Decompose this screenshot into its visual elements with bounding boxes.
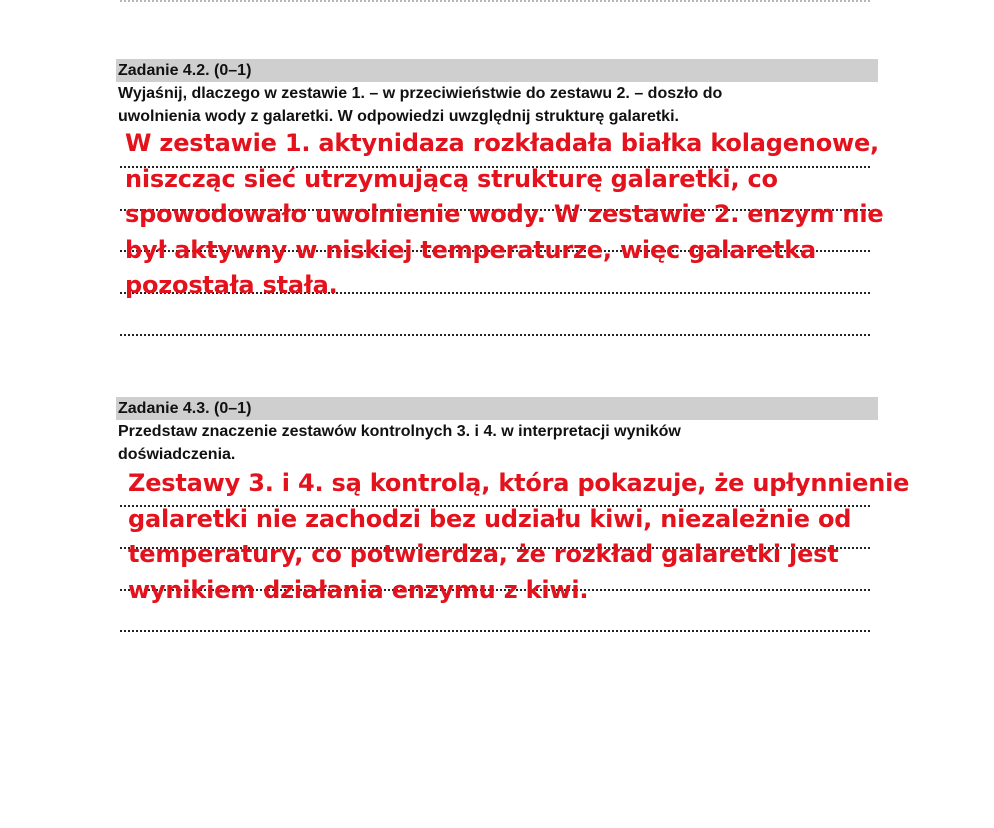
- answer-line: W zestawie 1. aktynidaza rozkładała białka kolagenowe,: [125, 129, 879, 157]
- answer-line: wynikiem działania enzymu z kiwi.: [128, 575, 589, 604]
- answer-area[interactable]: [116, 466, 910, 646]
- handwritten-answer: [128, 466, 909, 608]
- answer-line: Zestawy 3. i 4. są kontrolą, która pokazuje, że upłynnienie: [128, 469, 910, 497]
- answer-dotted-line: [120, 630, 870, 632]
- task-header: Zadanie 4.3. (0–1): [116, 397, 878, 420]
- answer-line: był aktywny w niskiej temperaturze, więc galaretka: [125, 235, 816, 264]
- task-prompt: [116, 82, 878, 128]
- answer-dotted-line: [120, 334, 870, 336]
- answer-line: spowodowało uwolnienie wody. W zestawie 2. enzym nie: [125, 200, 884, 228]
- task-4-3: [116, 397, 910, 646]
- prompt-line: Wyjaśnij, dlaczego w zestawie 1. – w przeciwieństwie do zestawu 2. – doszło do: [118, 85, 723, 102]
- prompt-line: Przedstaw znaczenie zestawów kontrolnych 3. i 4. w interpretacji wyników: [118, 423, 681, 440]
- answer-line: pozostała stała.: [125, 271, 338, 299]
- prompt-line: uwolnienia wody z galaretki. W odpowiedzi uwzględnij strukturę galaretki.: [118, 108, 679, 125]
- task-prompt: [116, 420, 878, 466]
- answer-area[interactable]: [116, 128, 884, 348]
- task-header: Zadanie 4.2. (0–1): [116, 59, 878, 82]
- answer-line: temperatury, co potwierdza, że rozkład galaretki jest: [128, 540, 839, 568]
- answer-line: galaretki nie zachodzi bez udziału kiwi, niezależnie od: [128, 504, 852, 533]
- top-dotted-rule: [120, 0, 870, 4]
- prompt-line: doświadczenia.: [118, 446, 236, 463]
- answer-line: niszcząc sieć utrzymującą strukturę galaretki, co: [125, 164, 778, 193]
- task-4-2: [116, 59, 884, 348]
- handwritten-answer: [125, 126, 883, 304]
